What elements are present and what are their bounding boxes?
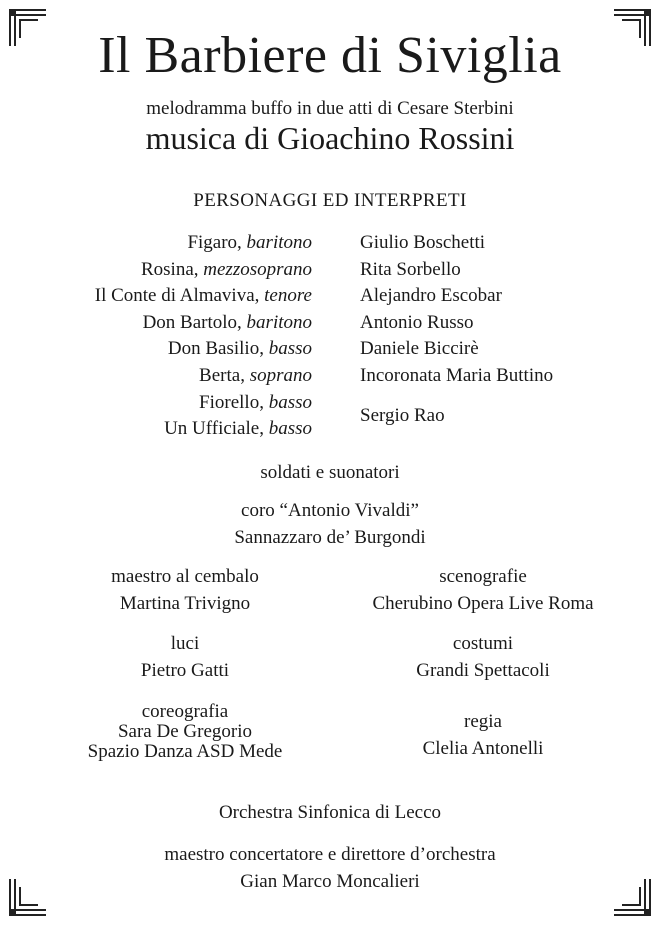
credit-regia-label: regia [464, 711, 502, 732]
cast-role: Don Bartolo, baritono [142, 311, 312, 333]
choir-place: Sannazzaro de’ Burgondi [234, 527, 426, 548]
credit-scenografie-label: scenografie [439, 566, 527, 587]
cast-actor: Giulio Boschetti [360, 232, 486, 253]
conductor-label: maestro concertatore e direttore d’orchestra [164, 844, 496, 865]
cast-actor: Rita Sorbello [360, 258, 461, 280]
cast-actors-column [360, 230, 660, 390]
opera-subtitle: melodramma buffo in due atti di Cesare Sterbini [146, 98, 514, 119]
shared-actor: Sergio Rao [360, 405, 445, 426]
credit-luci-label: luci [170, 633, 200, 654]
cast-actor: Daniele Biccirè [360, 338, 479, 360]
orchestra-name: Orchestra Sinfonica di Lecco [218, 802, 442, 823]
cast-role: Rosina, mezzosoprano [140, 258, 312, 280]
cast-roles-column [0, 230, 312, 443]
cast-heading: PERSONAGGI ED INTERPRETI [193, 190, 467, 211]
credit-coreografia-company: Spazio Danza ASD Mede [87, 741, 283, 762]
cast-role: Berta, soprano [199, 364, 312, 386]
credit-scenografie-name: Cherubino Opera Live Roma [372, 593, 594, 614]
cast-role: Don Basilio, basso [167, 338, 312, 360]
credit-regia-name: Clelia Antonelli [422, 738, 544, 759]
composer-line: musica di Gioachino Rossini [145, 120, 515, 156]
credit-coreografia-label: coreografia [141, 701, 229, 722]
cast-actor: Alejandro Escobar [360, 285, 502, 307]
conductor-name: Gian Marco Moncalieri [240, 871, 420, 892]
opera-title: Il Barbiere di Siviglia [98, 27, 562, 84]
extras-line: soldati e suonatori [260, 462, 400, 483]
credit-cembalo-name: Martina Trivigno [119, 593, 251, 614]
cast-actor: Incoronata Maria Buttino [360, 364, 554, 386]
cast-role: Il Conte di Almaviva, tenore [94, 285, 312, 307]
credit-costumi-label: costumi [452, 633, 514, 654]
choir-name: coro “Antonio Vivaldi” [241, 500, 419, 521]
credit-coreografia-name: Sara De Gregorio [117, 721, 252, 742]
cast-role: Figaro, baritono [187, 232, 312, 253]
credit-cembalo-label: maestro al cembalo [111, 566, 259, 587]
credit-luci-name: Pietro Gatti [140, 660, 230, 681]
cast-role: Un Ufficiale, basso [164, 418, 312, 440]
cast-role: Fiorello, basso [199, 391, 312, 413]
credit-costumi-name: Grandi Spettacoli [416, 660, 550, 681]
cast-actor: Antonio Russo [360, 311, 474, 333]
